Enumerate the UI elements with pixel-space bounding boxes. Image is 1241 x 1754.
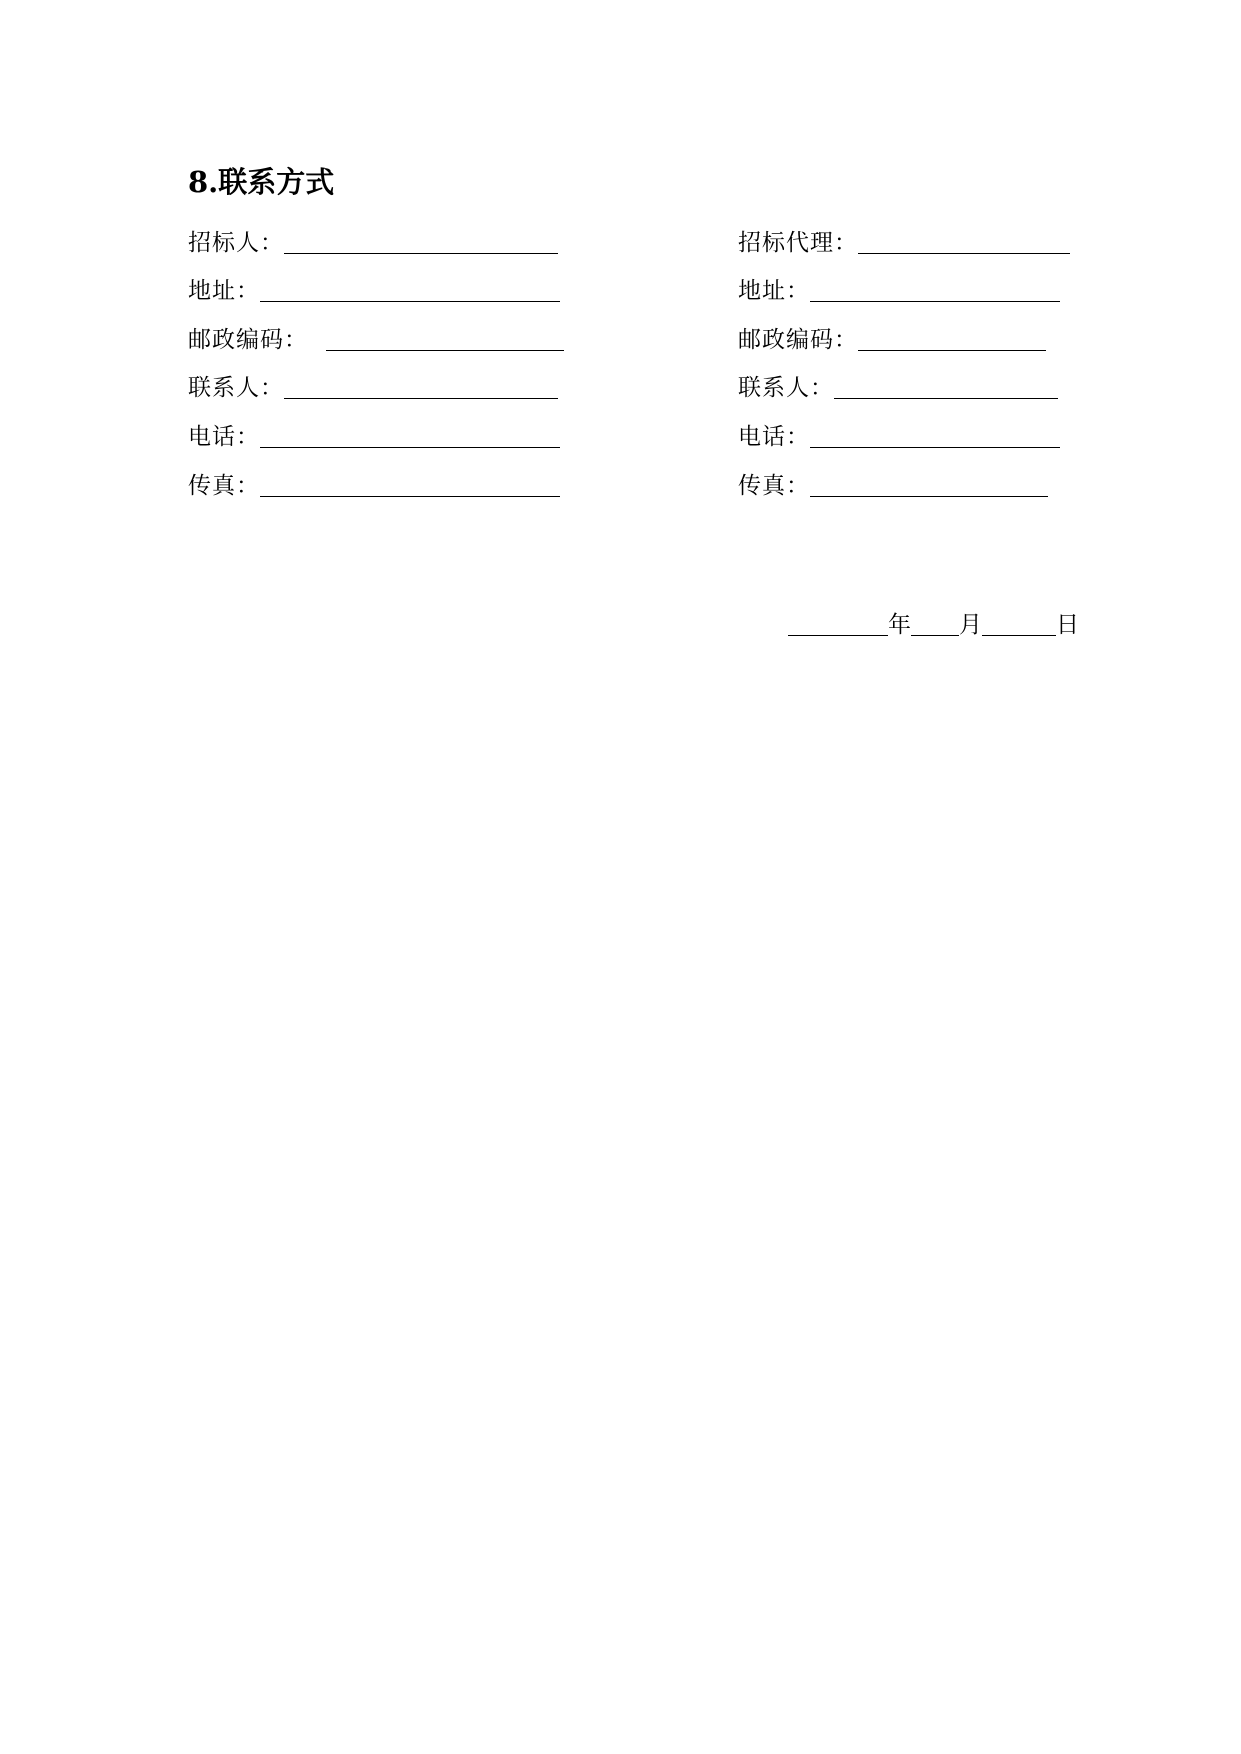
agent-contact-blank[interactable]	[834, 397, 1058, 399]
day-label: 日	[1056, 612, 1079, 638]
tenderer-postcode-row	[188, 319, 564, 355]
agent-address-row	[738, 270, 1060, 306]
tenderer-contact-row	[188, 367, 558, 403]
tenderer-name-blank[interactable]	[284, 252, 558, 254]
date-line	[788, 610, 1079, 640]
tenderer-fax-row	[188, 465, 560, 501]
tenderer-name-row	[188, 222, 558, 258]
tenderer-name-label: 招标人：	[188, 230, 284, 256]
tenderer-contact-label: 联系人：	[188, 375, 284, 401]
section-heading: 8.联系方式	[188, 165, 335, 199]
tenderer-address-row	[188, 270, 560, 306]
tenderer-postcode-blank[interactable]	[326, 349, 564, 351]
agent-phone-blank[interactable]	[810, 446, 1060, 448]
tenderer-fax-label: 传真：	[188, 473, 260, 499]
tenderer-phone-label: 电话：	[188, 424, 260, 450]
agent-contact-label: 联系人：	[738, 375, 834, 401]
agent-postcode-blank[interactable]	[858, 349, 1046, 351]
year-blank[interactable]	[788, 634, 888, 636]
month-label: 月	[959, 612, 982, 638]
agent-address-label: 地址：	[738, 278, 810, 304]
agent-contact-row	[738, 367, 1058, 403]
agent-fax-label: 传真：	[738, 473, 810, 499]
tenderer-phone-blank[interactable]	[260, 446, 560, 448]
agent-name-label: 招标代理：	[738, 230, 858, 256]
year-label: 年	[888, 612, 911, 638]
tenderer-fax-blank[interactable]	[260, 495, 560, 497]
agent-phone-row	[738, 416, 1060, 452]
agent-phone-label: 电话：	[738, 424, 810, 450]
tenderer-phone-row	[188, 416, 560, 452]
agent-fax-blank[interactable]	[810, 495, 1048, 497]
agent-name-blank[interactable]	[858, 252, 1070, 254]
agent-name-row	[738, 222, 1070, 258]
agent-fax-row	[738, 465, 1048, 501]
agent-address-blank[interactable]	[810, 300, 1060, 302]
tenderer-contact-blank[interactable]	[284, 397, 558, 399]
agent-postcode-row	[738, 319, 1046, 355]
tenderer-address-label: 地址：	[188, 278, 260, 304]
month-blank[interactable]	[911, 634, 959, 636]
day-blank[interactable]	[982, 634, 1056, 636]
tenderer-address-blank[interactable]	[260, 300, 560, 302]
tenderer-postcode-label: 邮政编码：	[188, 327, 308, 353]
agent-postcode-label: 邮政编码：	[738, 327, 858, 353]
